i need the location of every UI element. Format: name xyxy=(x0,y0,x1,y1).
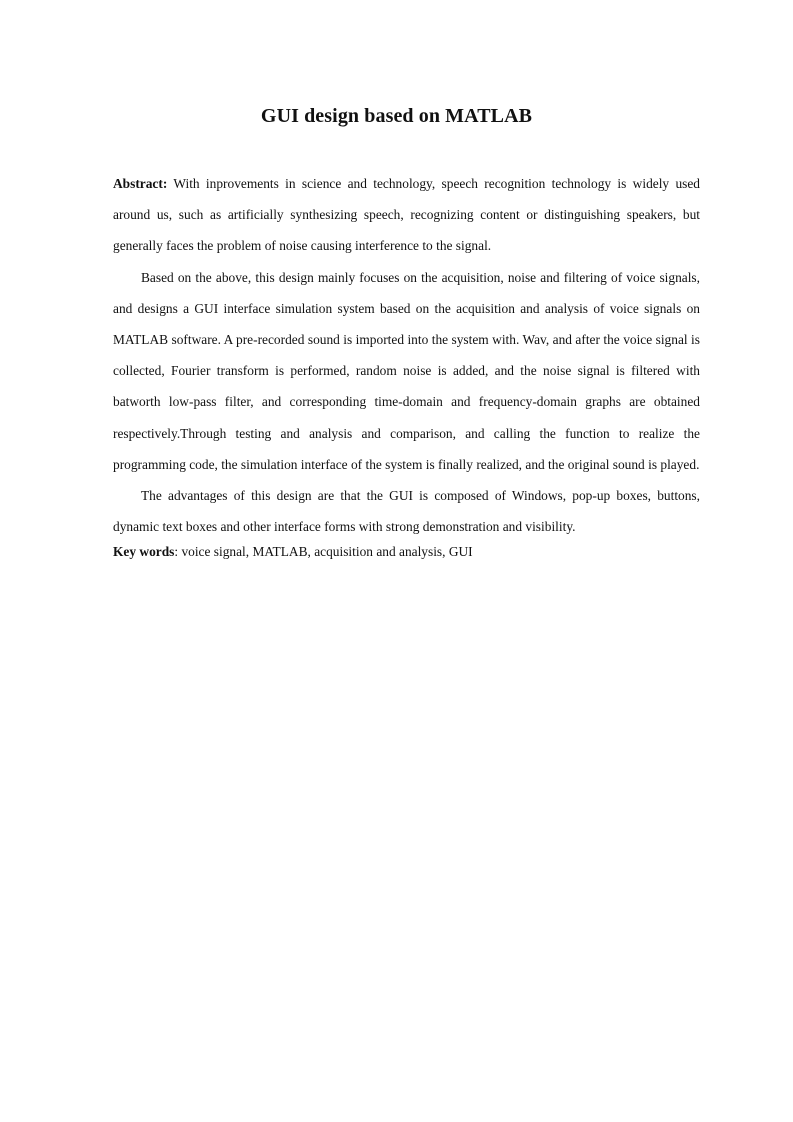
abstract-paragraph-3: The advantages of this design are that the GUI is composed of Windows, pop-up boxes, buttons, dynamic text boxes and other interface forms with strong demonstration and visibility. xyxy=(113,488,700,535)
keywords-text: : voice signal, MATLAB, acquisition and analysis, GUI xyxy=(174,544,473,560)
keywords-line xyxy=(113,536,700,567)
abstract-paragraph-1 xyxy=(113,168,700,262)
abstract-label: Abstract: xyxy=(113,176,168,191)
keywords-label: Key words xyxy=(113,544,175,560)
document-title: GUI design based on MATLAB xyxy=(260,105,533,127)
abstract-section xyxy=(113,168,700,568)
abstract-paragraph-1-text: With inprovements in science and technology, speech recognition technology is widely used around us, such as artificially synthesizing speech, recognizing content or distinguishing speakers, but generally faces the problem of noise causing interference to the signal. xyxy=(113,176,700,254)
abstract-paragraph-2: Based on the above, this design mainly focuses on the acquisition, noise and filtering of voice signals, and designs a GUI interface simulation system based on the acquisition and analysis of voice signals on MATLAB software. A pre-recorded sound is imported into the system with. Wav, and after the voice signal is collected, Fourier transform is performed, random noise is added, and the noise signal is filtered with batworth low-pass filter, and corresponding time-domain and frequency-domain graphs are obtained respectively.Through testing and analysis and comparison, and calling the function to realize the programming code, the simulation interface of the system is finally realized, and the original sound is played. xyxy=(113,269,700,472)
